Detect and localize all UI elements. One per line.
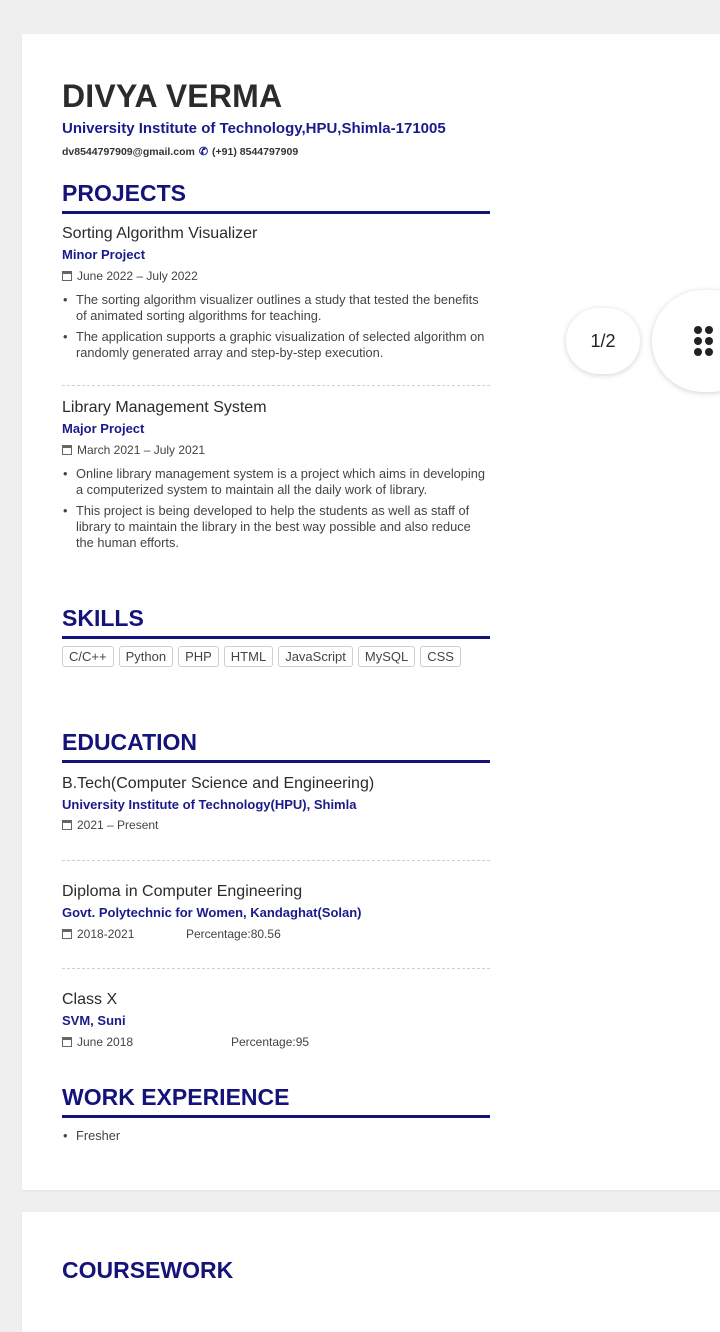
phone-icon: ✆ (198, 146, 209, 158)
work-heading: WORK EXPERIENCE (62, 1084, 490, 1118)
project-title: Library Management System (62, 399, 267, 416)
education-heading: EDUCATION (62, 729, 490, 763)
education-date (62, 927, 134, 941)
education-date (62, 818, 158, 832)
calendar-icon (62, 271, 72, 281)
grid-dots-icon (694, 326, 713, 356)
education-date (62, 1035, 133, 1049)
calendar-icon (62, 445, 72, 455)
bullet-item: • Online library management system is a project which aims in developing a computerized system to maintain all the daily work of library. (62, 466, 492, 498)
project-bullets (62, 466, 492, 556)
education-school: University Institute of Technology(HPU), Shimla (62, 797, 357, 812)
project-date-text: March 2021 – July 2021 (77, 443, 206, 457)
skill-tag: C/C++ (62, 646, 114, 667)
project-date-text: June 2022 – July 2022 (77, 269, 198, 283)
calendar-icon (62, 929, 72, 939)
project-bullets (62, 292, 492, 366)
project-date (62, 269, 198, 283)
phone: (+91) 8544797909 (212, 145, 299, 158)
skills-heading: SKILLS (62, 605, 490, 639)
bullet-item: • Fresher (62, 1128, 492, 1144)
projects-heading: PROJECTS (62, 180, 490, 214)
work-bullets (62, 1128, 492, 1149)
page-indicator[interactable]: 1/2 (566, 308, 640, 374)
education-school: Govt. Polytechnic for Women, Kandaghat(Solan) (62, 905, 362, 920)
project-type: Major Project (62, 421, 145, 436)
skill-tag: JavaScript (278, 646, 353, 667)
skill-tag: MySQL (358, 646, 415, 667)
candidate-name: DIVYA VERMA (62, 78, 283, 114)
divider (62, 968, 490, 969)
calendar-icon (62, 1037, 72, 1047)
bullet-item: • The application supports a graphic visualization of selected algorithm on randomly generated array and step-by-step execution. (62, 329, 492, 361)
resume-page-1 (22, 34, 720, 1190)
education-date-text: June 2018 (77, 1035, 134, 1049)
education-percentage: Percentage:80.56 (186, 927, 281, 941)
resume-page-2 (22, 1212, 720, 1332)
skill-tag: Python (119, 646, 173, 667)
calendar-icon (62, 820, 72, 830)
divider (62, 860, 490, 861)
skills-list (62, 646, 502, 667)
bullet-item: • This project is being developed to help the students as well as staff of library to maintain the library in the best way possible and also reduce the human efforts. (62, 503, 492, 551)
education-school: SVM, Suni (62, 1013, 126, 1028)
bullet-item: • The sorting algorithm visualizer outlines a study that tested the benefits of animated sorting algorithms for teaching. (62, 292, 492, 324)
project-title: Sorting Algorithm Visualizer (62, 225, 258, 242)
skill-tag: CSS (420, 646, 461, 667)
contact-line (62, 145, 298, 158)
education-degree: B.Tech(Computer Science and Engineering) (62, 775, 375, 792)
education-date-text: 2018-2021 (77, 927, 135, 941)
institute-line: University Institute of Technology,HPU,Shimla-171005 (62, 120, 446, 137)
education-degree: Class X (62, 991, 118, 1008)
email: dv8544797909@gmail.com (62, 145, 195, 158)
education-date-text: 2021 – Present (77, 818, 159, 832)
education-degree: Diploma in Computer Engineering (62, 883, 303, 900)
project-type: Minor Project (62, 247, 146, 262)
skill-tag: HTML (224, 646, 273, 667)
coursework-heading: COURSEWORK (62, 1257, 234, 1283)
skill-tag: PHP (178, 646, 219, 667)
project-date (62, 443, 205, 457)
education-percentage: Percentage:95 (231, 1035, 310, 1049)
divider (62, 385, 490, 386)
